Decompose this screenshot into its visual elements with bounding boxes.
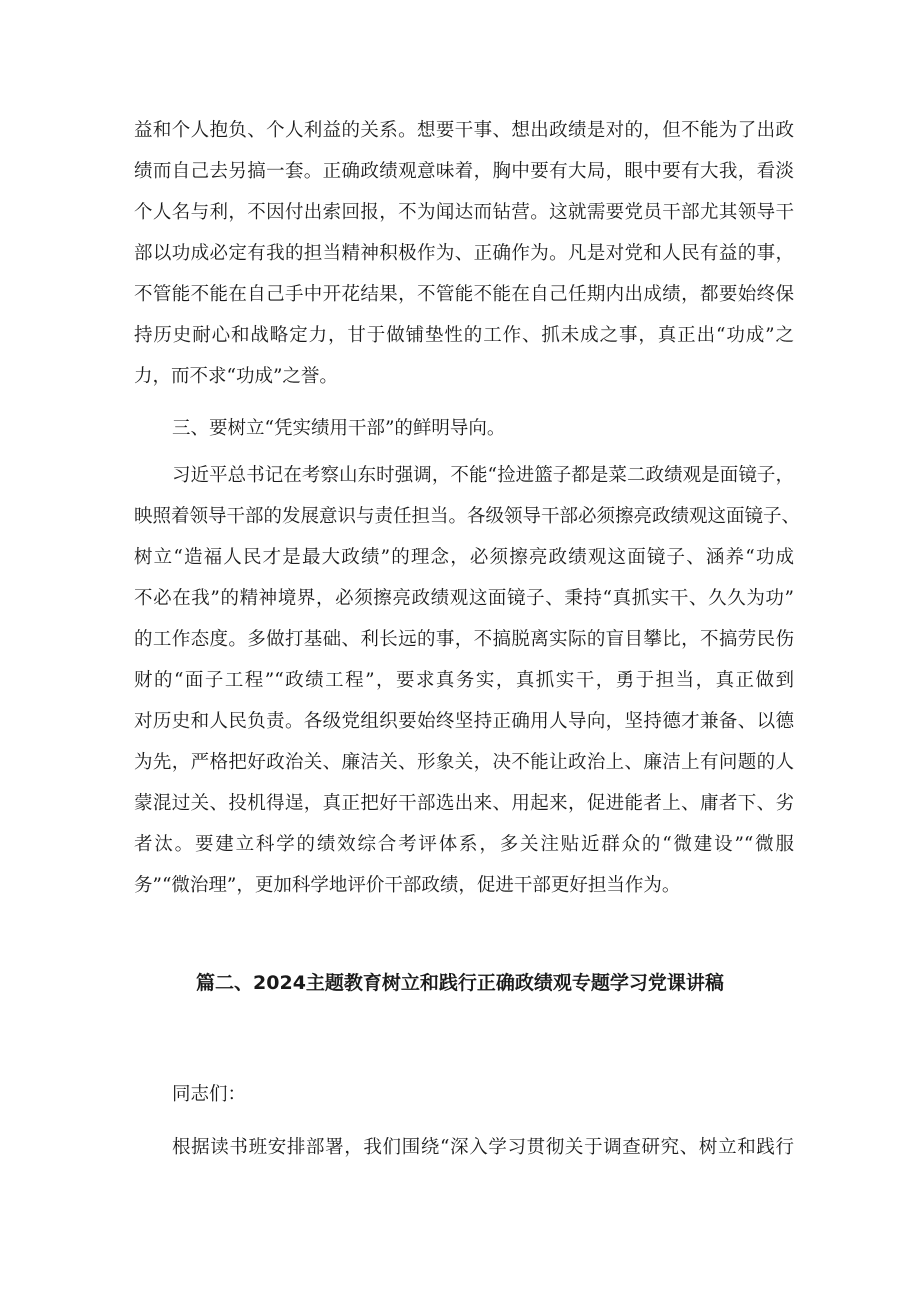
- greeting: 同志们：: [172, 1084, 247, 1105]
- text-line: 持历史耐心和战略定力，甘于做铺垫性的工作、抓未成之事，真正出“功成”之: [134, 325, 794, 346]
- text-line: 对历史和人民负责。各级党组织要始终坚持正确用人导向，坚持德才兼备、以德: [134, 711, 794, 732]
- article-title: 篇二、2024主题教育树立和践行正确政绩观专题学习党课讲稿: [196, 972, 724, 994]
- text-line: 树立“造福人民才是最大政绩”的理念，必须擦亮政绩观这面镜子、涵养“功成: [134, 547, 794, 568]
- text-line: 蒙混过关、投机得逞，真正把好干部选出来、用起来，促进能者上、庸者下、劣: [134, 793, 794, 814]
- text-line: 的工作态度。多做打基础、利长远的事，不搞脱离实际的盲目攀比，不搞劳民伤: [134, 629, 794, 650]
- text-line: 绩而自己去另搞一套。正确政绩观意味着，胸中要有大局，眼中要有大我，看淡: [134, 161, 794, 182]
- text-line: 个人名与利，不因付出索回报，不为闻达而钻营。这就需要党员干部尤其领导干: [134, 202, 794, 223]
- text-line: 者汰。要建立科学的绩效综合考评体系，多关注贴近群众的“微建设”“微服: [134, 834, 794, 855]
- text-line: 益和个人抱负、个人利益的关系。想要干事、想出政绩是对的，但不能为了出政: [134, 120, 794, 141]
- text-line: 不必在我”的精神境界，必须擦亮政绩观这面镜子、秉持“真抓实干、久久为功”: [134, 588, 794, 609]
- text-line: 为先，严格把好政治关、廉洁关、形象关，决不能让政治上、廉洁上有问题的人: [134, 752, 794, 773]
- text-line: 不管能不能在自己手中开花结果，不管能不能在自己任期内出成绩，都要始终保: [134, 284, 794, 305]
- text-line: 财的“面子工程”“政绩工程”，要求真务实，真抓实干，勇于担当，真正做到: [134, 670, 794, 691]
- text-line: 力，而不求“功成”之誉。: [134, 366, 338, 387]
- text-line: 务”“微治理”，更加科学地评价干部政绩，促进干部更好担当作为。: [134, 875, 681, 896]
- text-line: 根据读书班安排部署，我们围绕“深入学习贯彻关于调查研究、树立和践行: [172, 1137, 794, 1158]
- section-title: 三、要树立“凭实绩用干部”的鲜明导向。: [172, 418, 506, 439]
- text-line: 习近平总书记在考察山东时强调，不能“捡进篮子都是菜二政绩观是面镜子，: [172, 465, 794, 486]
- text-line: 映照着领导干部的发展意识与责任担当。各级领导干部必须擦亮政绩观这面镜子、: [134, 506, 801, 527]
- text-line: 部以功成必定有我的担当精神积极作为、正确作为。凡是对党和人民有益的事，: [134, 243, 794, 264]
